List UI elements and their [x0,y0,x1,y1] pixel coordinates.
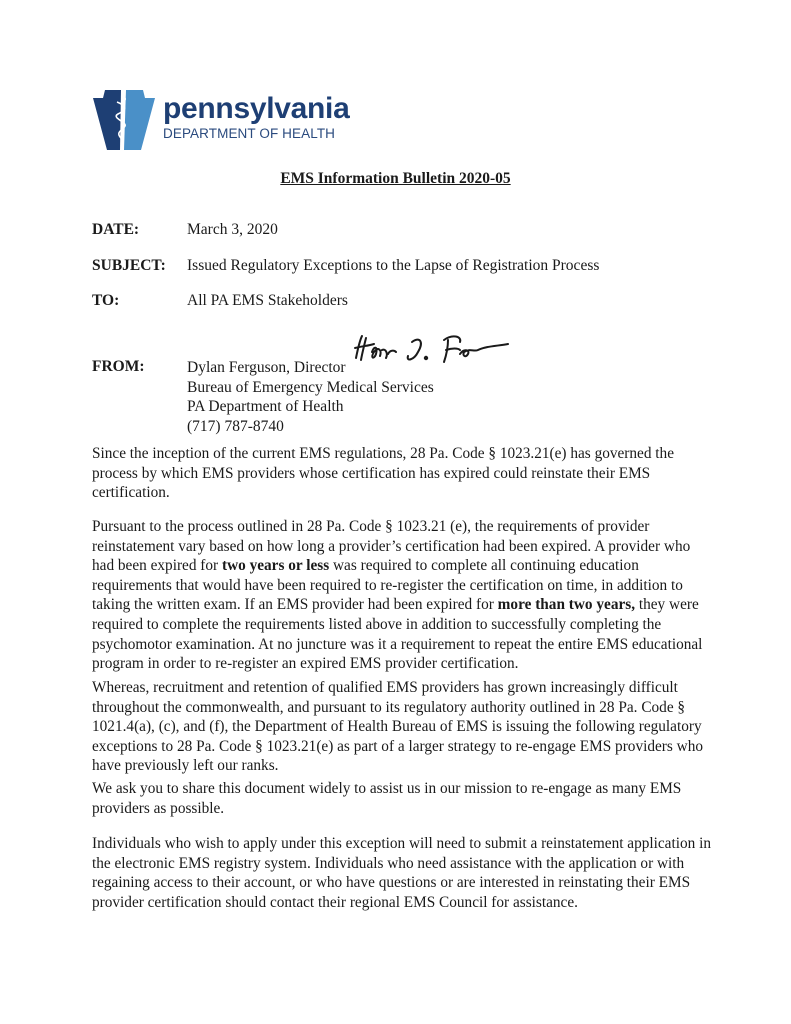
logo-department: DEPARTMENT OF HEALTH [163,126,336,141]
from-block [187,358,434,436]
subject-value: Issued Regulatory Exceptions to the Lapse of Registration Process [187,257,600,274]
p2-bold-more-than-two-years: more than two years, [497,596,636,614]
paragraph-regulatory-exceptions: Whereas, recruitment and retention of qualified EMS providers has grown increasingly difficult throughout the commonwealth, and pursuant to its regulatory authority outlined in 28 Pa. Code § 1021.4(a), (c), and (f), the Department of Health Bureau of EMS is issuing the following regulatory exceptions to 28 Pa. Code § 1023.21(e) as part of a larger strategy to re-engage EMS providers who have previously left our ranks. [92,679,704,775]
date-value: March 3, 2020 [187,221,278,238]
from-label: FROM: [92,358,145,375]
paragraph-apply-instructions: Individuals who wish to apply under this exception will need to submit a reinstatement application in the electronic EMS registry system. Individuals who need assistance with the application or with regaining access to their account, or who have questions or are interested in reinstating their EMS provider certification should contact their regional EMS Council for assistance. [92,835,711,911]
paragraph-reinstatement-process [92,517,712,674]
pa-doh-logo [93,90,349,150]
logo-wordmark: pennsylvania [163,92,350,125]
to-value: All PA EMS Stakeholders [187,292,348,309]
from-department: PA Department of Health [187,398,344,415]
paragraph-share-document: We ask you to share this document widely to assist us in our mission to re-engage as many EMS providers as possible. [92,780,682,817]
bulletin-title: EMS Information Bulletin 2020-05 [280,170,511,187]
subject-label: SUBJECT: [92,257,166,274]
to-label: TO: [92,292,120,309]
from-phone: (717) 787-8740 [187,417,284,435]
p2-bold-two-years-or-less: two years or less [221,557,330,575]
from-name: Dylan Ferguson, Director [187,359,346,376]
date-label: DATE: [92,221,140,238]
p2-text-3: they were required to complete the requirements listed above in addition to successfully completing the psychomotor examination. At no juncture was it a requirement to repeat the entire EMS educational program in order to re-register an expired EMS provider certification. [92,596,703,673]
signature-icon [352,332,512,368]
p2-text-1: Pursuant to the process outlined in 28 Pa. Code § 1023.21 (e), the requirements of provider reinstatement vary based on how long a provider’s certification had been expired. A provider who had been expired for [92,518,691,575]
keystone-caduceus-icon [93,90,155,150]
from-bureau: Bureau of Emergency Medical Services [187,378,434,396]
paragraph-inception: Since the inception of the current EMS regulations, 28 Pa. Code § 1023.21(e) has governed the process by which EMS providers whose certification has expired could reinstate their EMS certification. [92,445,674,502]
p2-text-2: was required to complete all continuing education requirements that would have been required to re-register the certification on time, in addition to taking the written exam. If an EMS provider had been expired for [92,557,683,614]
